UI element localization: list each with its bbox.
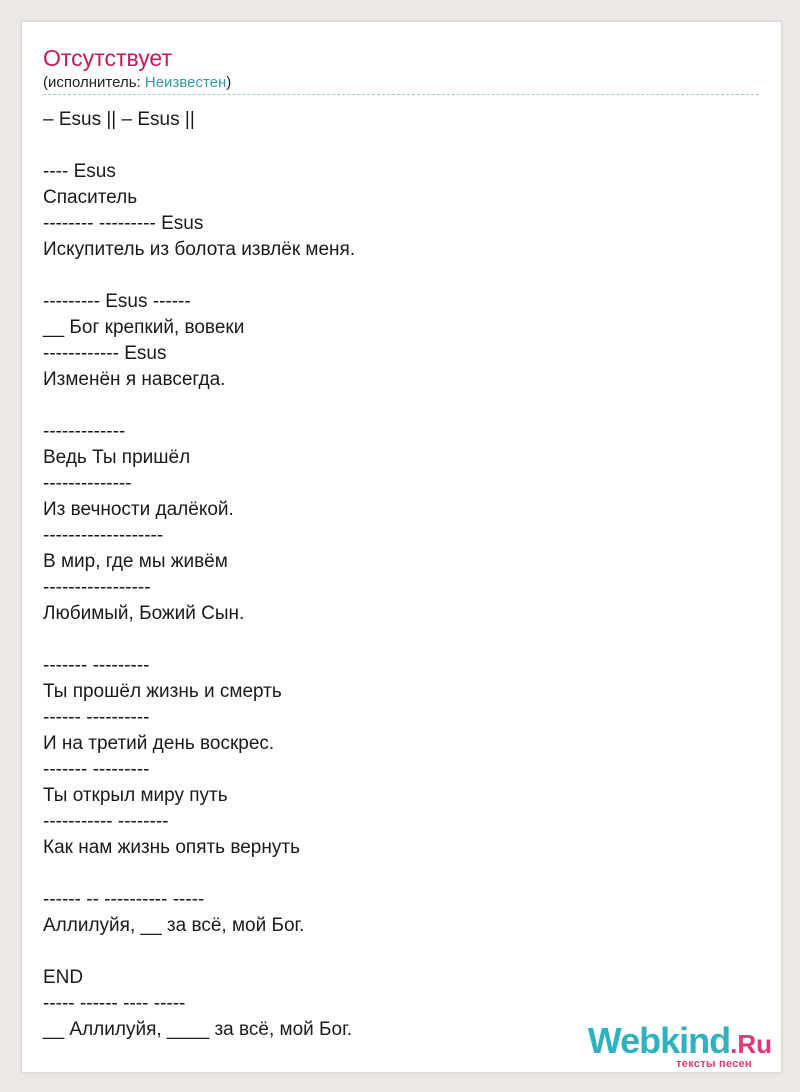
lyric-line: ------ ---------- <box>43 707 150 728</box>
lyric-line: -------------- <box>43 473 132 494</box>
logo-name: Webkind <box>587 1020 731 1061</box>
lyric-line: Изменён я навсегда. <box>43 369 226 390</box>
lyric-line: ----------------- <box>43 577 151 598</box>
lyric-line: ----- ------ ---- ----- <box>43 993 186 1014</box>
lyrics-sheet <box>21 21 782 1073</box>
lyric-line: -------- --------- Esus <box>43 213 204 234</box>
artist-link[interactable]: Неизвестен <box>144 74 227 91</box>
lyric-line: Ты открыл миру путь <box>43 785 228 806</box>
song-title: Отсутствует <box>43 45 172 71</box>
lyric-line: ------------ Esus <box>43 343 167 364</box>
lyric-line: Искупитель из болота извлёк меня. <box>43 239 356 260</box>
lyric-line: В мир, где мы живём <box>43 551 228 572</box>
webkind-logo[interactable] <box>587 1020 772 1070</box>
lyric-line: – Esus || – Esus || <box>43 109 195 130</box>
lyrics-text <box>43 107 355 1043</box>
lyric-line: Из вечности далёкой. <box>43 499 234 520</box>
lyric-line: ------- --------- <box>43 655 150 676</box>
lyric-line: Ты прошёл жизнь и смерть <box>43 681 282 702</box>
lyric-line: ------- --------- <box>43 759 150 780</box>
lyric-line: ------------- <box>43 421 126 442</box>
lyric-line: Ведь Ты пришёл <box>43 447 191 468</box>
lyric-line: __ Бог крепкий, вовеки <box>43 317 245 338</box>
artist-suffix: ) <box>226 74 232 91</box>
logo-tagline: тексты песен <box>676 1058 752 1070</box>
artist-line <box>43 74 231 92</box>
artist-prefix: (исполнитель: <box>43 74 145 91</box>
lyric-line: __ Аллилуйя, ____ за всё, мой Бог. <box>43 1019 352 1040</box>
lyric-line: --------- Esus ------ <box>43 291 191 312</box>
lyric-line: Любимый, Божий Сын. <box>43 603 245 624</box>
lyric-line: ---- Esus <box>43 161 116 182</box>
lyric-line: ------------------- <box>43 525 164 546</box>
lyric-line: И на третий день воскрес. <box>43 733 275 754</box>
lyric-line: Как нам жизнь опять вернуть <box>43 837 300 858</box>
title-divider <box>43 94 759 95</box>
logo-tld: .Ru <box>730 1029 772 1059</box>
lyric-line: Спаситель <box>43 187 138 208</box>
lyric-line: ----------- -------- <box>43 811 169 832</box>
lyric-line: ------ -- ---------- ----- <box>43 889 205 910</box>
lyric-line: END <box>43 967 84 988</box>
lyric-line: Аллилуйя, __ за всё, мой Бог. <box>43 915 305 936</box>
